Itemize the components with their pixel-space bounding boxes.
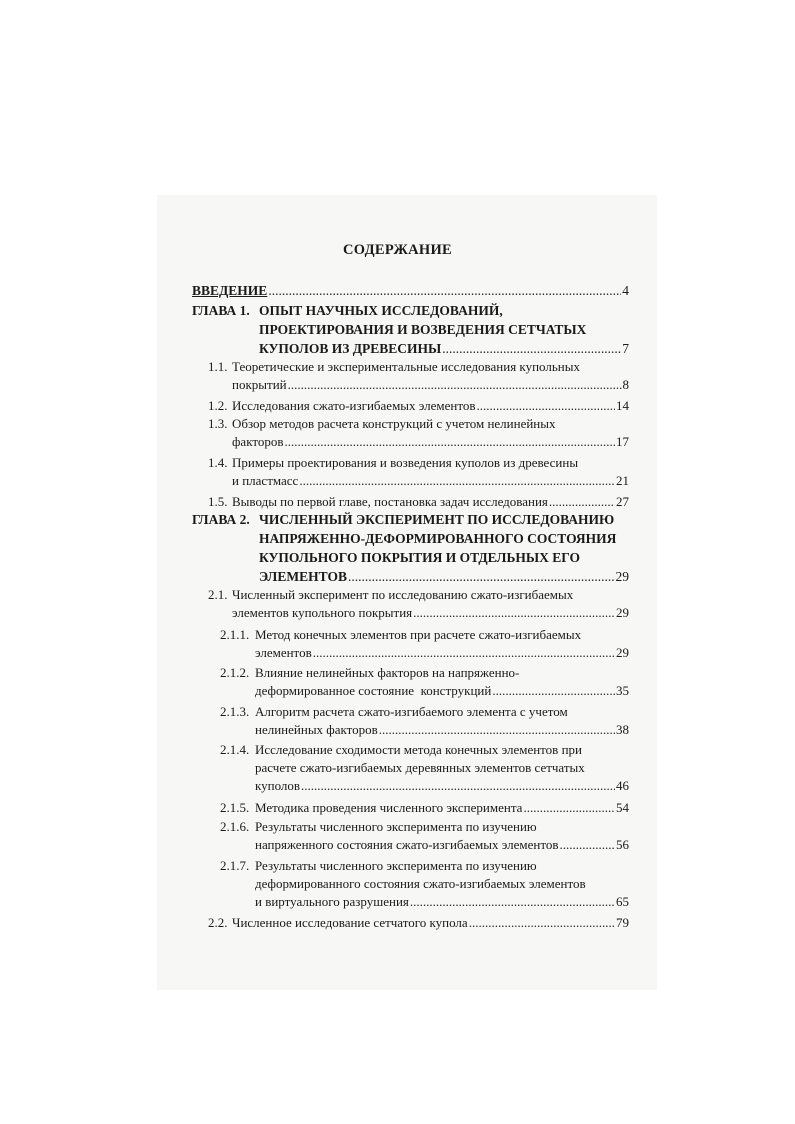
entry-number: 2.1.4. bbox=[220, 742, 250, 757]
entry-text: Численный эксперимент по исследованию сжато-изгибаемых bbox=[232, 587, 574, 602]
page-number: 54 bbox=[616, 800, 629, 815]
page-number: 29 bbox=[616, 605, 629, 620]
toc-entry-2-1-6 bbox=[220, 818, 629, 854]
toc-entry-1-2 bbox=[208, 397, 629, 415]
page-number: 29 bbox=[616, 645, 629, 660]
entry-number: 1.1. bbox=[208, 359, 228, 374]
entry-text: Методика проведения численного эксперимента bbox=[255, 800, 523, 815]
page-number: 21 bbox=[616, 473, 629, 488]
dot-leader bbox=[476, 397, 615, 415]
entry-text: Исследование сходимости метода конечных элементов при bbox=[255, 742, 582, 757]
page-number: 38 bbox=[616, 722, 629, 737]
page-number: 46 bbox=[616, 778, 629, 793]
entry-text: Численное исследование сетчатого купола bbox=[232, 915, 468, 930]
entry-text: Примеры проектирования и возведения куполов из древесины bbox=[232, 455, 579, 470]
entry-text: ЧИСЛЕННЫЙ ЭКСПЕРИМЕНТ ПО ИССЛЕДОВАНИЮ bbox=[259, 512, 615, 527]
entry-text: Влияние нелинейных факторов на напряженно- bbox=[255, 665, 520, 680]
page-number: 56 bbox=[616, 837, 629, 852]
page-number: 79 bbox=[616, 915, 629, 930]
entry-number: 1.5. bbox=[208, 494, 228, 509]
entry-number: 2.1. bbox=[208, 587, 228, 602]
dot-leader bbox=[410, 893, 615, 911]
entry-text: и пластмасс bbox=[232, 473, 299, 488]
dot-leader bbox=[549, 493, 615, 511]
entry-text: деформированное состояние конструкций bbox=[255, 683, 492, 698]
entry-text: Алгоритм расчета сжато-изгибаемого элемента с учетом bbox=[255, 704, 568, 719]
dot-leader bbox=[348, 567, 615, 586]
dot-leader bbox=[285, 433, 616, 451]
toc-entry-chapter-1 bbox=[192, 301, 629, 358]
entry-number: 1.4. bbox=[208, 455, 228, 470]
entry-number: 2.2. bbox=[208, 915, 228, 930]
entry-number: ГЛАВА 2. bbox=[192, 512, 250, 527]
entry-number: 2.1.3. bbox=[220, 704, 250, 719]
entry-number: 2.1.5. bbox=[220, 800, 250, 815]
entry-text: Результаты численного эксперимента по изучению bbox=[255, 858, 537, 873]
entry-text: НАПРЯЖЕННО-ДЕФОРМИРОВАННОГО СОСТОЯНИЯ bbox=[259, 531, 617, 546]
entry-text: Обзор методов расчета конструкций с учетом нелинейных bbox=[232, 416, 556, 431]
dot-leader bbox=[442, 339, 621, 358]
entry-text: Выводы по первой главе, постановка задач исследования bbox=[232, 494, 548, 509]
entry-text: куполов bbox=[255, 778, 301, 793]
toc-entry-2-1-4 bbox=[220, 741, 629, 795]
page-number: 4 bbox=[622, 283, 629, 298]
toc-entry-2-1-5 bbox=[220, 799, 629, 817]
entry-text: Метод конечных элементов при расчете сжато-изгибаемых bbox=[255, 627, 582, 642]
entry-text: Результаты численного эксперимента по изучению bbox=[255, 819, 537, 834]
dot-leader bbox=[268, 281, 621, 300]
page-number: 7 bbox=[622, 341, 629, 356]
dot-leader bbox=[469, 914, 615, 932]
dot-leader bbox=[523, 799, 615, 817]
toc-entry-2-1-1 bbox=[220, 626, 629, 662]
entry-number: 2.1.7. bbox=[220, 858, 250, 873]
entry-text: КУПОЛЬНОГО ПОКРЫТИЯ И ОТДЕЛЬНЫХ ЕГО bbox=[259, 550, 581, 565]
entry-number: 1.2. bbox=[208, 398, 228, 413]
entry-text: Теоретические и экспериментальные исследования купольных bbox=[232, 359, 580, 374]
page-number: 35 bbox=[616, 683, 629, 698]
dot-leader bbox=[559, 836, 615, 854]
entry-text: элементов купольного покрытия bbox=[232, 605, 413, 620]
entry-text: элементов bbox=[255, 645, 312, 660]
entry-text: нелинейных факторов bbox=[255, 722, 378, 737]
page-number: 17 bbox=[616, 434, 629, 449]
toc-entry-1-5 bbox=[208, 493, 629, 511]
toc-entry-1-1 bbox=[208, 358, 629, 394]
entry-text: ВВЕДЕНИЕ bbox=[192, 283, 268, 298]
entry-text: расчете сжато-изгибаемых деревянных элементов сетчатых bbox=[255, 760, 585, 775]
toc-entry-1-3 bbox=[208, 415, 629, 451]
toc-title: СОДЕРЖАНИЕ bbox=[342, 242, 453, 258]
page-number: 14 bbox=[616, 398, 629, 413]
entry-number: 2.1.1. bbox=[220, 627, 250, 642]
entry-number: 2.1.6. bbox=[220, 819, 250, 834]
page-number: 65 bbox=[616, 894, 629, 909]
toc-entry-2-2 bbox=[208, 914, 629, 932]
toc-entry-2-1-3 bbox=[220, 703, 629, 739]
entry-number: 2.1.2. bbox=[220, 665, 250, 680]
entry-text: ЭЛЕМЕНТОВ bbox=[259, 569, 347, 584]
dot-leader bbox=[492, 682, 615, 700]
entry-number: 1.3. bbox=[208, 416, 228, 431]
toc-entry-2-1-7 bbox=[220, 857, 629, 911]
toc-entry-2-1-2 bbox=[220, 664, 629, 700]
entry-text: деформированного состояния сжато-изгибаемых элементов bbox=[255, 876, 586, 891]
entry-text: ОПЫТ НАУЧНЫХ ИССЛЕДОВАНИЙ, bbox=[259, 303, 503, 318]
entry-text: напряженного состояния сжато-изгибаемых элементов bbox=[255, 837, 559, 852]
dot-leader bbox=[301, 777, 615, 795]
entry-text: ПРОЕКТИРОВАНИЯ И ВОЗВЕДЕНИЯ СЕТЧАТЫХ bbox=[259, 322, 587, 337]
page-number: 29 bbox=[615, 569, 629, 584]
dot-leader bbox=[379, 721, 615, 739]
toc-entry-2-1 bbox=[208, 586, 629, 622]
entry-text: факторов bbox=[232, 434, 284, 449]
entry-text: Исследования сжато-изгибаемых элементов bbox=[232, 398, 476, 413]
dot-leader bbox=[288, 376, 622, 394]
dot-leader bbox=[313, 644, 615, 662]
toc-entry-1-4 bbox=[208, 454, 629, 490]
entry-number: ГЛАВА 1. bbox=[192, 303, 250, 318]
page-number: 27 bbox=[616, 494, 629, 509]
toc-entry-introduction bbox=[192, 281, 629, 300]
dot-leader bbox=[413, 604, 615, 622]
entry-text: КУПОЛОВ ИЗ ДРЕВЕСИНЫ bbox=[259, 341, 442, 356]
entry-text: и виртуального разрушения bbox=[255, 894, 409, 909]
dot-leader bbox=[299, 472, 615, 490]
toc-entry-chapter-2 bbox=[192, 510, 629, 586]
page-number: 8 bbox=[622, 377, 629, 392]
entry-text: покрытий bbox=[232, 377, 287, 392]
